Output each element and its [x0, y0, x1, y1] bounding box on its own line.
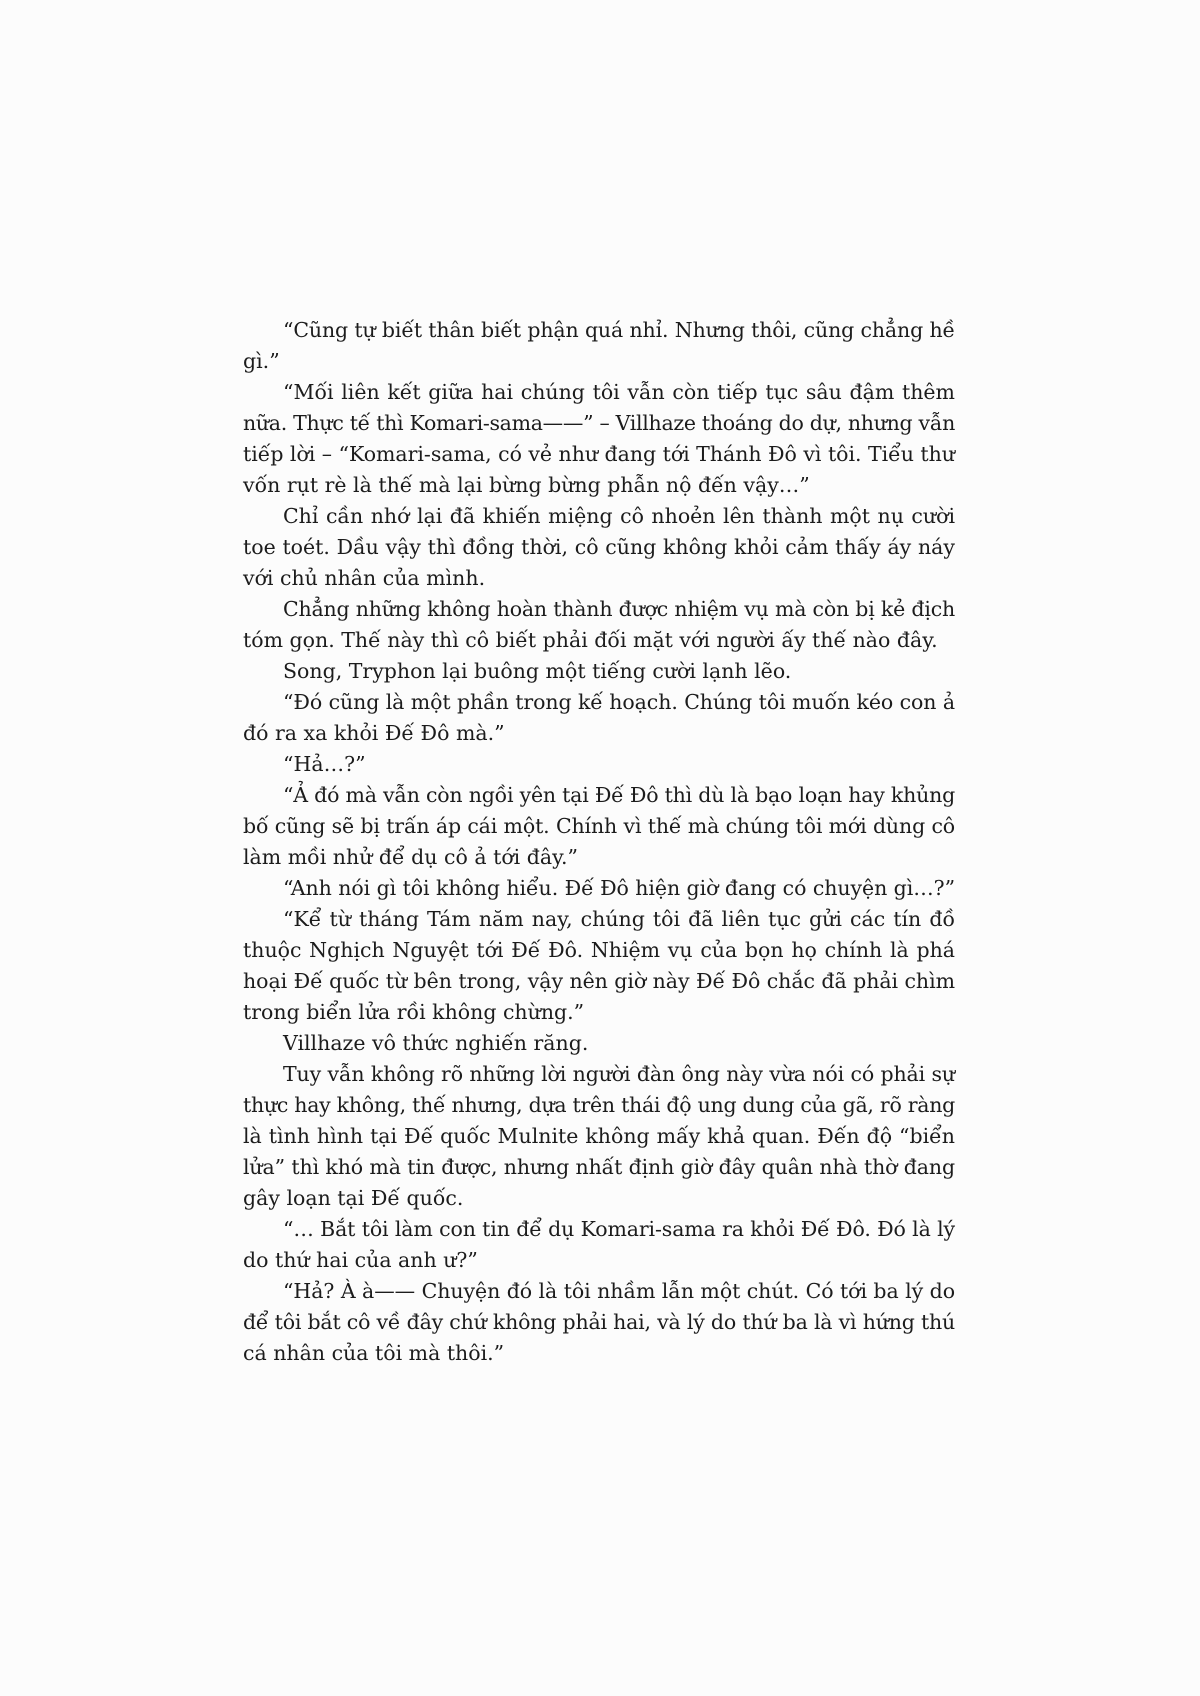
text-line: thuộc Nghịch Nguyệt tới Đế Đô. Nhiệm vụ của bọn họ chính là phá — [243, 938, 955, 962]
text-line: “… Bắt tôi làm con tin để dụ Komari-sama ra khỏi Đế Đô. Đó là lý — [283, 1217, 955, 1241]
text-line: làm mồi nhử để dụ cô ả tới đây.” — [243, 845, 578, 869]
text-line: toe toét. Dầu vậy thì đồng thời, cô cũng không khỏi cảm thấy áy náy — [243, 535, 955, 559]
text-line: trong biển lửa rồi không chừng.” — [243, 1000, 585, 1024]
text-line: tiếp lời – “Komari-sama, có vẻ như đang tới Thánh Đô vì tôi. Tiểu thư — [243, 442, 955, 466]
text-line: “Ả đó mà vẫn còn ngồi yên tại Đế Đô thì dù là bạo loạn hay khủng — [283, 783, 955, 807]
text-line: tóm gọn. Thế này thì cô biết phải đối mặt với người ấy thế nào đây. — [243, 628, 938, 652]
text-line: “Anh nói gì tôi không hiểu. Đế Đô hiện giờ đang có chuyện gì…?” — [283, 876, 955, 900]
text-line: hoại Đế quốc từ bên trong, vậy nên giờ này Đế Đô chắc đã phải chìm — [243, 969, 955, 993]
text-line: bố cũng sẽ bị trấn áp cái một. Chính vì thế mà chúng tôi mới dùng cô — [243, 814, 955, 838]
text-line: cá nhân của tôi mà thôi.” — [243, 1341, 505, 1365]
text-line: Chỉ cần nhớ lại đã khiến miệng cô nhoẻn lên thành một nụ cười — [283, 504, 955, 528]
text-line: “Kể từ tháng Tám năm nay, chúng tôi đã liên tục gửi các tín đồ — [283, 907, 955, 931]
text-line: vốn rụt rè là thế mà lại bừng bừng phẫn nộ đến vậy…” — [243, 473, 810, 497]
text-line: là tình hình tại Đế quốc Mulnite không mấy khả quan. Đến độ “biển — [243, 1124, 955, 1148]
text-line: do thứ hai của anh ư?” — [243, 1248, 478, 1272]
text-line: đó ra xa khỏi Đế Đô mà.” — [243, 721, 505, 745]
text-line: gây loạn tại Đế quốc. — [243, 1186, 464, 1210]
text-line: Villhaze vô thức nghiến răng. — [283, 1031, 589, 1055]
text-line: Chẳng những không hoàn thành được nhiệm vụ mà còn bị kẻ địch — [283, 597, 955, 621]
text-line: thực hay không, thế nhưng, dựa trên thái độ ung dung của gã, rõ ràng — [243, 1093, 955, 1117]
text-line: lửa” thì khó mà tin được, nhưng nhất định giờ đây quân nhà thờ đang — [243, 1155, 955, 1179]
text-line: “Cũng tự biết thân biết phận quá nhỉ. Nhưng thôi, cũng chẳng hề — [283, 318, 955, 342]
text-line: “Mối liên kết giữa hai chúng tôi vẫn còn tiếp tục sâu đậm thêm — [283, 380, 955, 404]
text-line: “Đó cũng là một phần trong kế hoạch. Chúng tôi muốn kéo con ả — [283, 690, 955, 714]
text-line: với chủ nhân của mình. — [243, 566, 486, 590]
text-line: nữa. Thực tế thì Komari-sama——” – Villhaze thoáng do dự, nhưng vẫn — [243, 411, 955, 435]
text-line: “Hả…?” — [283, 752, 366, 776]
text-line: “Hả? À à—— Chuyện đó là tôi nhầm lẫn một chút. Có tới ba lý do — [283, 1279, 955, 1303]
body-text — [243, 315, 955, 1369]
text-line: để tôi bắt cô về đây chứ không phải hai, và lý do thứ ba là vì hứng thú — [243, 1310, 955, 1334]
text-line: gì.” — [243, 349, 280, 373]
text-line: Tuy vẫn không rõ những lời người đàn ông này vừa nói có phải sự — [283, 1062, 955, 1086]
text-line: Song, Tryphon lại buông một tiếng cười lạnh lẽo. — [283, 659, 792, 683]
